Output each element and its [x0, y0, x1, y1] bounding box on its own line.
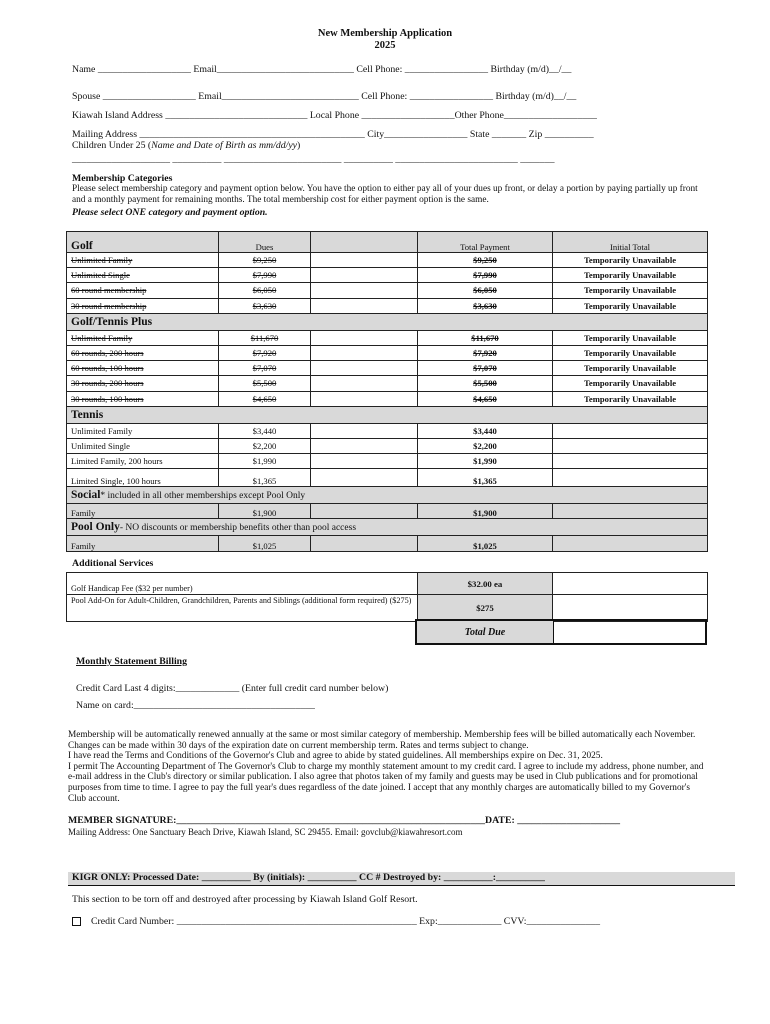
- additional-row-0-name: Golf Handicap Fee ($32 per number): [67, 573, 418, 595]
- golf-row-1-total: $7,990: [418, 268, 553, 283]
- social-section-title: Social: [71, 489, 101, 502]
- gt-row-1-total: $7,920: [418, 345, 553, 360]
- mailing-address: Mailing Address: One Sanctuary Beach Drive, Kiawah Island, SC 29455. Email: govclub@kiawahresort.com: [68, 827, 463, 837]
- table-row[interactable]: [67, 345, 708, 360]
- gt-row-0-total: $11,670: [418, 330, 553, 345]
- social-row-0-total: $1,900: [418, 504, 553, 519]
- gt-row-1-blank[interactable]: [311, 345, 418, 360]
- table-row[interactable]: [67, 330, 708, 345]
- golf-row-1-initial: Temporarily Unavailable: [553, 268, 708, 283]
- gt-row-3-initial: Temporarily Unavailable: [553, 376, 708, 391]
- tennis-row-0-blank[interactable]: [311, 423, 418, 438]
- legal-text: [68, 730, 704, 804]
- golf-row-0-name: Unlimited Family: [67, 253, 219, 268]
- legal-p2: I have read the Terms and Conditions of the Governor's Club and agree to abide by stated guidelines. All memberships expire on Dec. 31, 2025.: [68, 751, 603, 762]
- categories-instruction: Please select ONE category and payment option.: [72, 207, 268, 218]
- gt-row-0-blank[interactable]: [311, 330, 418, 345]
- additional-row-1-total: $275: [418, 595, 553, 622]
- categories-heading: Membership Categories: [72, 173, 173, 184]
- social-section-cell: [67, 487, 708, 504]
- form-title: New Membership Application: [317, 28, 453, 39]
- gt-row-0-dues: $11,670: [219, 330, 311, 345]
- social-section-header: [67, 487, 708, 504]
- additional-row-1-blank[interactable]: [553, 595, 708, 622]
- pool-section-title: Pool Only: [71, 521, 120, 534]
- additional-row-0-blank[interactable]: [553, 573, 708, 595]
- tennis-row-0-dues: $3,440: [219, 423, 311, 438]
- additional-row-1-name: Pool Add-On for Adult-Children, Grandchildren, Parents and Siblings (additional form required) ($275): [67, 595, 418, 622]
- table-row[interactable]: [67, 298, 708, 313]
- gt-row-2-total: $7,070: [418, 361, 553, 376]
- pool-section-header: [67, 519, 708, 536]
- table-row[interactable]: [67, 361, 708, 376]
- table-row[interactable]: [67, 536, 708, 551]
- golf-row-1-name: Unlimited Single: [67, 268, 219, 283]
- pool-row-0-total: $1,025: [418, 536, 553, 551]
- golf-row-3-name: 30 round membership: [67, 298, 219, 313]
- pool-section-note: - NO discounts or membership benefits other than pool access: [119, 523, 357, 534]
- golf-row-2-total: $6,050: [418, 283, 553, 298]
- total-due-label: Total Due: [417, 621, 554, 643]
- name-on-card-field[interactable]: Name on card:_____________________________________: [76, 700, 315, 711]
- gt-row-2-dues: $7,070: [219, 361, 311, 376]
- cc-number-field[interactable]: Credit Card Number: _________________________________________________ Exp:_____________ CVV:_______________: [91, 916, 600, 927]
- table-row[interactable]: [67, 283, 708, 298]
- table-row[interactable]: [67, 423, 708, 438]
- applicant-row[interactable]: Name ___________________ Email____________________________ Cell Phone: _________________ Birthday (m/d)__/__: [72, 64, 572, 75]
- gt-row-2-name: 60 rounds, 100 hours: [67, 361, 219, 376]
- tennis-row-2-dues: $1,990: [219, 454, 311, 469]
- golf-tennis-section-header: [67, 313, 708, 330]
- golf-row-2-name: 60 round membership: [67, 283, 219, 298]
- golf-row-3-initial: Temporarily Unavailable: [553, 298, 708, 313]
- pool-row-0-blank[interactable]: [311, 536, 418, 551]
- total-header: Total Payment: [418, 232, 553, 253]
- initial-header: Initial Total: [553, 232, 708, 253]
- children-hint: Name and Date of Birth as mm/dd/yy: [151, 140, 298, 151]
- billing-heading: Monthly Statement Billing: [76, 656, 188, 667]
- form-year: 2025: [374, 40, 396, 51]
- golf-row-2-blank[interactable]: [311, 283, 418, 298]
- tennis-row-0-initial[interactable]: [553, 423, 708, 438]
- table-row[interactable]: [67, 595, 708, 622]
- table-row[interactable]: [67, 504, 708, 519]
- table-row[interactable]: [67, 454, 708, 469]
- legal-p1: Membership will be automatically renewed annually at the same or most similar category of membership. Membership fees will be billed automatically each November. Changes can be made within 30 days of the expiration date on current membership term. Rates and terms subject to change.: [68, 730, 696, 751]
- table-row[interactable]: [67, 376, 708, 391]
- golf-row-2-dues: $6,050: [219, 283, 311, 298]
- office-line: KIGR ONLY: Processed Date: __________ By (initials): __________ CC # Destroyed by: __________:__________: [72, 872, 545, 883]
- table-row[interactable]: [67, 253, 708, 268]
- tennis-row-1-dues: $2,200: [219, 438, 311, 453]
- gt-row-2-initial: Temporarily Unavailable: [553, 361, 708, 376]
- legal-p3: I permit The Accounting Department of The Governor's Club to charge my monthly statement amount to my credit card. I agree to include my address, phone number, and e-mail address in the Club's directory or similar publication. I also agree that photos taken of my family and guests may be used in Club publications and for promotional purposes from time to time. I agree to pay the full year's dues regardless of the date joined. I accept that any monthly charges are automatically billed to my Governor's Club account.: [68, 761, 704, 804]
- tennis-row-1-initial[interactable]: [553, 438, 708, 453]
- pool-section-cell: [67, 519, 708, 536]
- spouse-row[interactable]: Spouse ___________________ Email____________________________ Cell Phone: _________________ Birthday (m/d)__/__: [72, 91, 577, 102]
- cc-number-row[interactable]: [72, 916, 600, 927]
- tennis-row-2-blank[interactable]: [311, 454, 418, 469]
- address-row[interactable]: Kiawah Island Address _____________________________ Local Phone ___________________Other Phone___________________: [72, 110, 597, 121]
- golf-row-0-dues: $9,250: [219, 253, 311, 268]
- gt-row-0-initial: Temporarily Unavailable: [553, 330, 708, 345]
- tennis-row-3-total: $1,365: [418, 469, 553, 487]
- tennis-row-2-total: $1,990: [418, 454, 553, 469]
- gt-row-1-name: 60 rounds, 200 hours: [67, 345, 219, 360]
- gt-row-4-total: $4,650: [418, 391, 553, 406]
- golf-row-1-blank[interactable]: [311, 268, 418, 283]
- signature-line[interactable]: MEMBER SIGNATURE:_______________________________________________________________DATE: _____________________: [68, 815, 621, 826]
- tennis-row-1-blank[interactable]: [311, 438, 418, 453]
- tennis-row-1-name: Unlimited Single: [67, 438, 219, 453]
- tennis-row-3-initial[interactable]: [553, 469, 708, 487]
- golf-row-0-blank[interactable]: [311, 253, 418, 268]
- table-row[interactable]: [67, 438, 708, 453]
- tennis-row-0-name: Unlimited Family: [67, 423, 219, 438]
- total-due-field[interactable]: [554, 621, 705, 643]
- children-label-text: Children Under 25 (: [72, 140, 152, 151]
- social-row-0-name: Family: [67, 504, 219, 519]
- tennis-row-2-name: Limited Family, 200 hours: [67, 454, 219, 469]
- dues-header: Dues: [219, 232, 311, 253]
- blank-header: [311, 232, 418, 253]
- table-row[interactable]: [67, 469, 708, 487]
- table-row[interactable]: [67, 268, 708, 283]
- golf-row-3-blank[interactable]: [311, 298, 418, 313]
- tennis-row-0-total: $3,440: [418, 423, 553, 438]
- gt-row-4-blank[interactable]: [311, 391, 418, 406]
- gt-row-3-total: $5,500: [418, 376, 553, 391]
- additional-row-0-total: $32.00 ea: [418, 573, 553, 595]
- pool-row-0-name: Family: [67, 536, 219, 551]
- tennis-section-title: Tennis: [67, 406, 708, 423]
- golf-section-header: [67, 232, 708, 253]
- social-row-0-initial[interactable]: [553, 504, 708, 519]
- tennis-row-3-dues: $1,365: [219, 469, 311, 487]
- cc-last4-field[interactable]: Credit Card Last 4 digits:_____________ (Enter full credit card number below): [76, 683, 389, 694]
- table-row[interactable]: [67, 391, 708, 406]
- categories-text: Please select membership category and payment option below. You have the option to either pay all of your dues up front, or delay a portion by paying partially up front and a monthly payment for remaining months. The total membership cost for either payment option is the same.: [72, 184, 698, 205]
- golf-tennis-section-title: Golf/Tennis Plus: [67, 313, 708, 330]
- children-label: [72, 140, 300, 151]
- mailing-row[interactable]: Mailing Address ______________________________________________ City_________________ State _______ Zip __________: [72, 129, 594, 140]
- gt-row-3-blank[interactable]: [311, 376, 418, 391]
- tennis-section-header: [67, 406, 708, 423]
- tennis-row-2-initial[interactable]: [553, 454, 708, 469]
- gt-row-0-name: Unlimited Family: [67, 330, 219, 345]
- golf-row-0-total: $9,250: [418, 253, 553, 268]
- office-note: This section to be torn off and destroyed after processing by Kiawah Island Golf Resort.: [72, 894, 418, 905]
- additional-table: [66, 572, 708, 622]
- golf-row-3-dues: $3,630: [219, 298, 311, 313]
- tennis-row-1-total: $2,200: [418, 438, 553, 453]
- gt-row-4-dues: $4,650: [219, 391, 311, 406]
- tennis-row-3-blank[interactable]: [311, 469, 418, 487]
- golf-section-title: Golf: [67, 232, 219, 253]
- pool-row-0-dues: $1,025: [219, 536, 311, 551]
- golf-row-2-initial: Temporarily Unavailable: [553, 283, 708, 298]
- golf-row-3-total: $3,630: [418, 298, 553, 313]
- gt-row-3-dues: $5,500: [219, 376, 311, 391]
- gt-row-4-initial: Temporarily Unavailable: [553, 391, 708, 406]
- additional-heading: Additional Services: [72, 558, 154, 569]
- gt-row-1-dues: $7,920: [219, 345, 311, 360]
- total-due-box: [415, 619, 707, 645]
- tennis-row-3-name: Limited Single, 100 hours: [67, 469, 219, 487]
- table-row[interactable]: [67, 573, 708, 595]
- social-section-note: * included in all other memberships except Pool Only: [100, 491, 306, 502]
- gt-row-3-name: 30 rounds, 200 hours: [67, 376, 219, 391]
- golf-row-1-dues: $7,990: [219, 268, 311, 283]
- golf-row-0-initial: Temporarily Unavailable: [553, 253, 708, 268]
- social-row-0-dues: $1,900: [219, 504, 311, 519]
- checkbox-icon[interactable]: [72, 917, 81, 926]
- children-lines[interactable]: ____________________ __________ ________________________ __________ _________________________ _______: [72, 154, 555, 165]
- pool-row-0-initial[interactable]: [553, 536, 708, 551]
- gt-row-2-blank[interactable]: [311, 361, 418, 376]
- social-row-0-blank[interactable]: [311, 504, 418, 519]
- gt-row-4-name: 30 rounds, 100 hours: [67, 391, 219, 406]
- children-label-close: ): [297, 140, 301, 151]
- membership-table: [66, 231, 708, 552]
- gt-row-1-initial: Temporarily Unavailable: [553, 345, 708, 360]
